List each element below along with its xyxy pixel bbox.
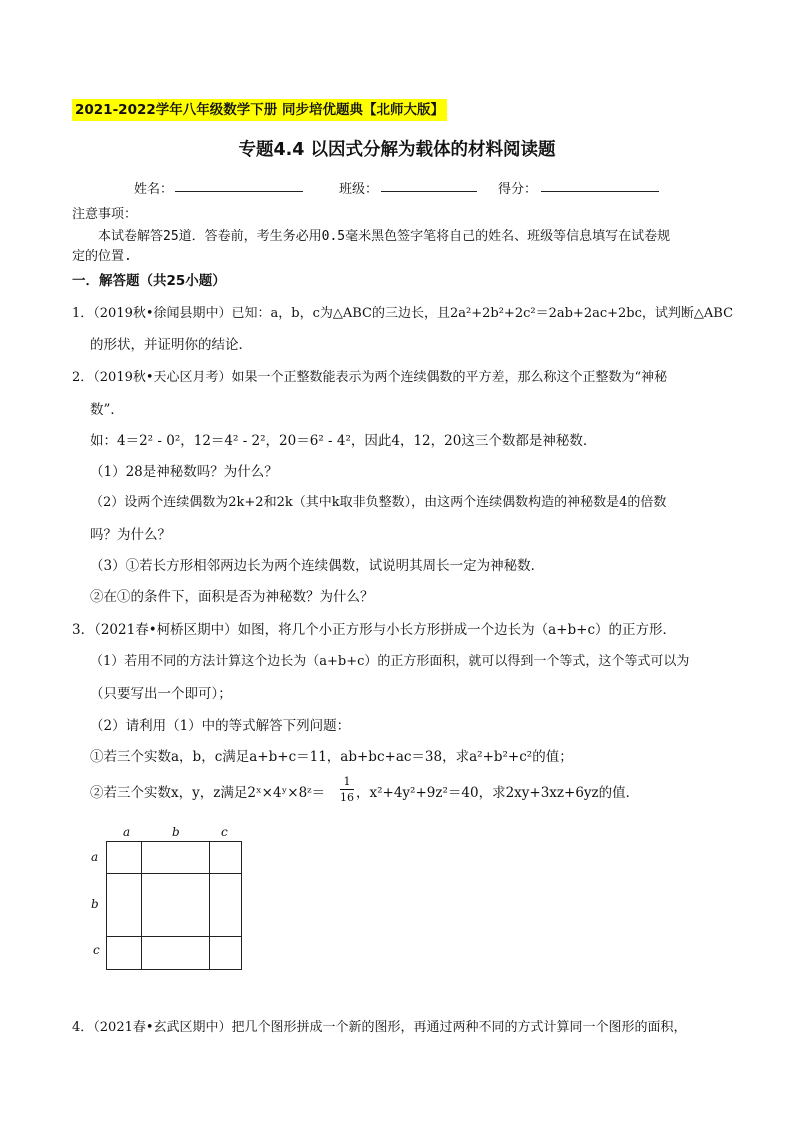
grid-line-left [106,841,107,970]
q2-line-2: 数”． [90,402,124,418]
q3-condition-2-start: ②若三个实数x，y，z满足2ˣ×4ʸ×8ᶻ＝ [90,785,326,801]
q2-part-3-line-2: ②在①的条件下，面积是否为神秘数？为什么？ [90,589,374,605]
q3-part-2: （2）请利用（1）中的等式解答下列问题： [90,718,351,734]
q2-part-2-line-2: 吗？为什么？ [90,527,171,543]
grid-line-h2 [106,936,242,937]
side-label-b: b [91,897,99,911]
class-blank[interactable] [381,191,477,192]
series-header: 2021-2022学年八年级数学下册 同步培优题典【北师大版】 [72,99,447,121]
q3-part-1-line-2: （只要写出一个即可）； [90,686,232,702]
top-label-a: a [123,825,131,839]
grid-line-bottom [106,969,242,970]
q1-line-1: 1．（2019秋•徐闻县期中）已知：a，b，c为△ABC的三边长，且2a²+2b²+2c²＝2ab+2ac+2bc，试判断△ABC [72,306,734,321]
q1-line-2: 的形状，并证明你的结论． [90,337,252,353]
q3-condition-2-end: ，x²+4y²+9z²＝40，求2xy+3xz+6yz的值． [356,785,640,801]
q2-example: 如：4＝2² - 0²，12＝4² - 2²，20＝6² - 4²，因此4，12，20这三个数都是神秘数． [90,433,597,449]
top-label-b: b [172,825,180,839]
fraction-bar [340,789,354,790]
q2-part-1: （1）28是神秘数吗？为什么？ [90,464,278,480]
name-label: 姓名： [134,182,174,197]
fraction-denominator: 16 [340,791,354,804]
page-title: 专题4.4 以因式分解为载体的材料阅读题 [238,140,556,160]
notice-line-2: 定的位置. [72,249,132,264]
notice-line-1: 本试卷解答25道．答卷前，考生务必用0.5毫米黑色签字笔将自己的姓名、班级等信息填写在试卷规 [98,229,671,244]
fraction-numerator: 1 [343,775,351,788]
side-label-a: a [91,850,99,864]
q2-part-3-line-1: （3）①若长方形相邻两边长为两个连续偶数，试说明其周长一定为神秘数． [90,558,545,574]
grid-line-h1 [106,873,242,874]
section-title: 一．解答题（共25小题） [72,273,226,289]
grid-line-top [106,841,242,842]
side-label-c: c [93,943,100,957]
grid-line-right [241,841,242,970]
q4-line-1: 4．（2021春•玄武区期中）把几个图形拼成一个新的图形，再通过两种不同的方式计算同一个图形的面积， [72,1020,687,1035]
name-blank[interactable] [175,191,303,192]
score-label: 得分： [498,182,538,197]
top-label-c: c [221,825,228,839]
score-blank[interactable] [541,191,659,192]
notice-heading: 注意事项： [72,207,138,222]
q3-line-1: 3．（2021春•柯桥区期中）如图，将几个小正方形与小长方形拼成一个边长为（a+b+c）的正方形． [72,622,677,638]
grid-line-v1 [141,841,142,970]
q2-part-2-line-1: （2）设两个连续偶数为2k+2和2k（其中k取非负整数），由这两个连续偶数构造的神秘数是4的倍数 [90,495,667,510]
grid-line-v2 [209,841,210,970]
q3-part-1-line-1: （1）若用不同的方法计算这个边长为（a+b+c）的正方形面积，就可以得到一个等式，这个等式可以为 [90,654,690,669]
q2-line-1: 2．（2019秋•天心区月考）如果一个正整数能表示为两个连续偶数的平方差，那么称这个正整数为“神秘 [72,370,668,385]
q3-condition-1: ①若三个实数a，b，c满足a+b+c＝11，ab+bc+ac＝38，求a²+b²+c²的值； [90,749,573,765]
class-label: 班级： [339,182,379,197]
